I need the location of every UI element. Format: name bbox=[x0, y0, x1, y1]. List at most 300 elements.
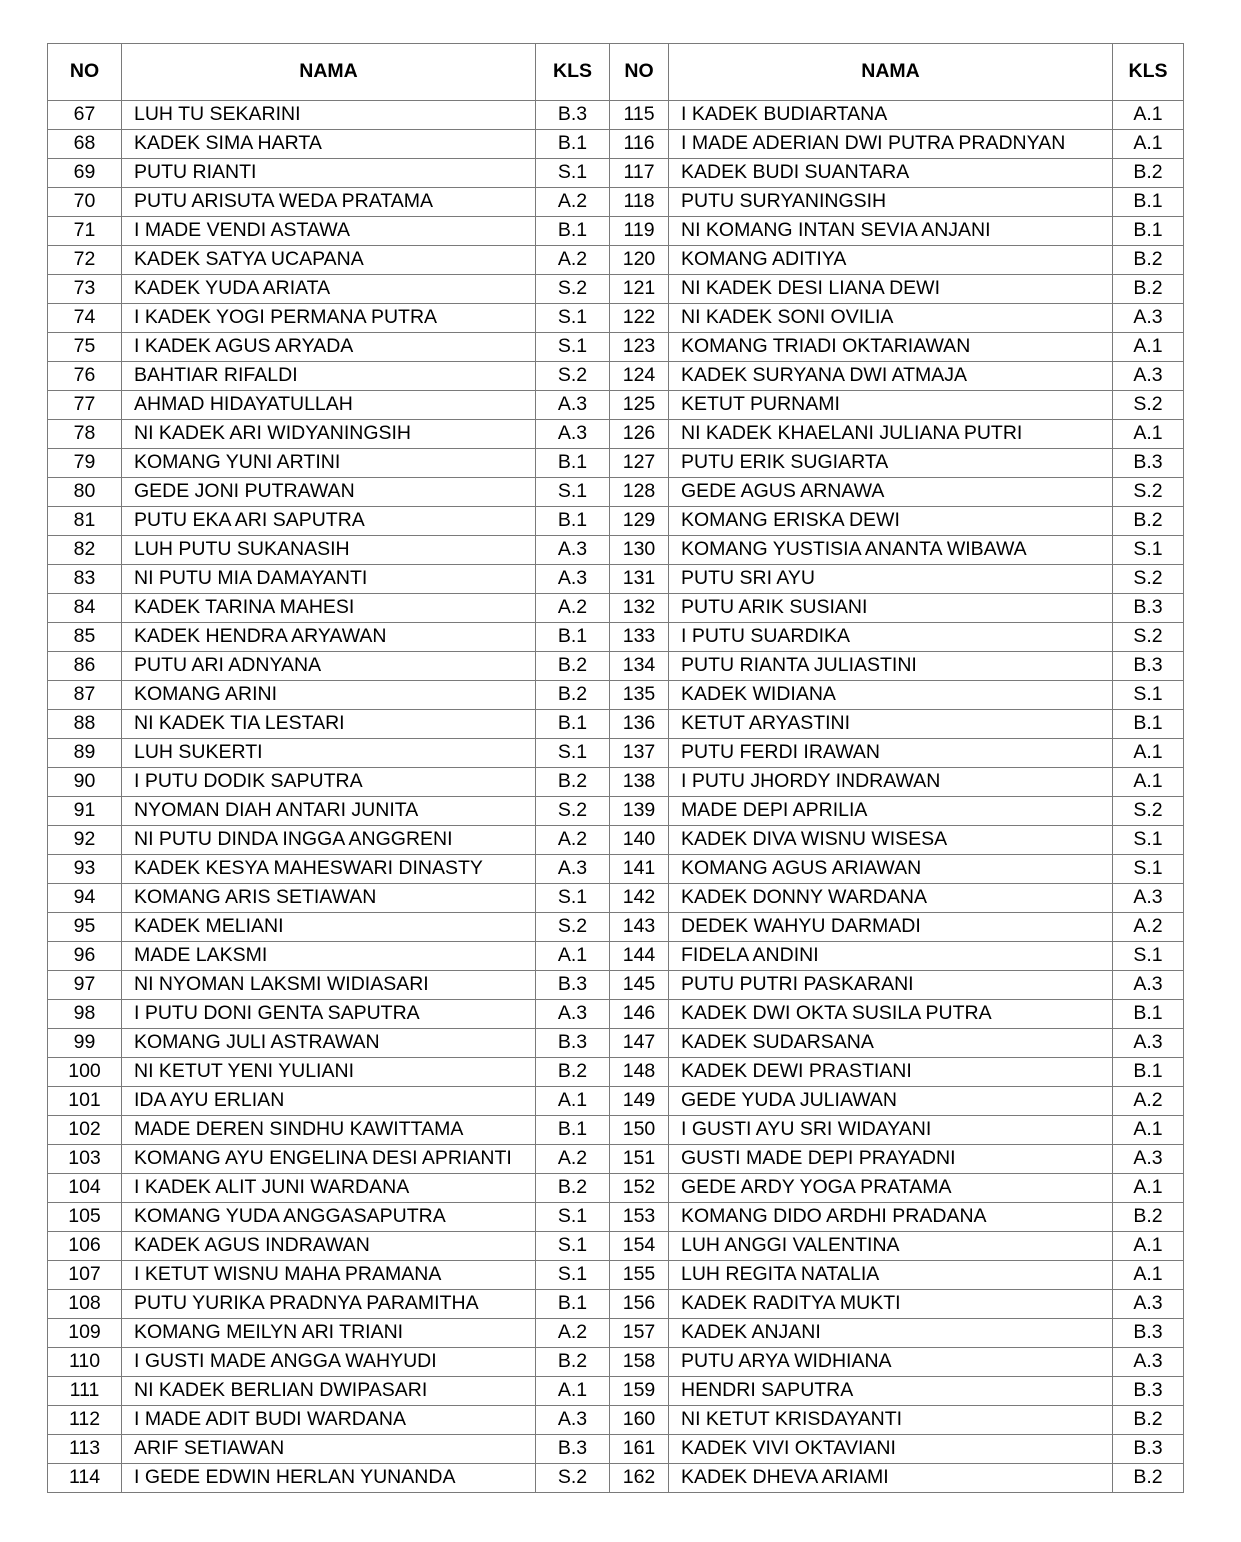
left-kls-cell: A.2 bbox=[536, 246, 610, 275]
right-kls-cell: A.3 bbox=[1113, 971, 1184, 1000]
left-kls-cell: S.2 bbox=[536, 913, 610, 942]
right-nama-cell: KOMANG DIDO ARDHI PRADANA bbox=[669, 1203, 1113, 1232]
left-nama-cell: I GUSTI MADE ANGGA WAHYUDI bbox=[122, 1348, 536, 1377]
left-nama-cell: NI NYOMAN LAKSMI WIDIASARI bbox=[122, 971, 536, 1000]
right-kls-cell: A.3 bbox=[1113, 1029, 1184, 1058]
right-kls-cell: A.2 bbox=[1113, 1087, 1184, 1116]
right-nama-cell: I MADE ADERIAN DWI PUTRA PRADNYAN bbox=[669, 130, 1113, 159]
left-kls-cell: B.1 bbox=[536, 710, 610, 739]
left-no-cell: 112 bbox=[48, 1406, 122, 1435]
header-nama-left: NAMA bbox=[122, 44, 536, 101]
left-no-cell: 88 bbox=[48, 710, 122, 739]
table-row bbox=[48, 1116, 1184, 1145]
table-body bbox=[48, 101, 1184, 1493]
table-row bbox=[48, 449, 1184, 478]
table-row bbox=[48, 1000, 1184, 1029]
right-kls-cell: B.1 bbox=[1113, 1058, 1184, 1087]
left-nama-cell: LUH PUTU SUKANASIH bbox=[122, 536, 536, 565]
right-no-cell: 128 bbox=[610, 478, 669, 507]
table-row bbox=[48, 1058, 1184, 1087]
left-nama-cell: KOMANG YUNI ARTINI bbox=[122, 449, 536, 478]
right-no-cell: 123 bbox=[610, 333, 669, 362]
table-row bbox=[48, 1406, 1184, 1435]
right-nama-cell: PUTU PUTRI PASKARANI bbox=[669, 971, 1113, 1000]
right-nama-cell: PUTU RIANTA JULIASTINI bbox=[669, 652, 1113, 681]
left-no-cell: 96 bbox=[48, 942, 122, 971]
left-nama-cell: NI KADEK TIA LESTARI bbox=[122, 710, 536, 739]
right-nama-cell: PUTU ERIK SUGIARTA bbox=[669, 449, 1113, 478]
table-row bbox=[48, 623, 1184, 652]
left-kls-cell: S.1 bbox=[536, 1261, 610, 1290]
left-no-cell: 79 bbox=[48, 449, 122, 478]
left-no-cell: 85 bbox=[48, 623, 122, 652]
right-no-cell: 151 bbox=[610, 1145, 669, 1174]
table-row bbox=[48, 507, 1184, 536]
right-kls-cell: B.2 bbox=[1113, 1406, 1184, 1435]
left-nama-cell: NI PUTU DINDA INGGA ANGGRENI bbox=[122, 826, 536, 855]
left-no-cell: 69 bbox=[48, 159, 122, 188]
right-no-cell: 146 bbox=[610, 1000, 669, 1029]
left-nama-cell: I MADE VENDI ASTAWA bbox=[122, 217, 536, 246]
right-kls-cell: A.3 bbox=[1113, 1290, 1184, 1319]
left-no-cell: 94 bbox=[48, 884, 122, 913]
left-no-cell: 106 bbox=[48, 1232, 122, 1261]
left-no-cell: 113 bbox=[48, 1435, 122, 1464]
left-no-cell: 71 bbox=[48, 217, 122, 246]
left-no-cell: 105 bbox=[48, 1203, 122, 1232]
table-row bbox=[48, 768, 1184, 797]
table-row bbox=[48, 130, 1184, 159]
right-nama-cell: KOMANG YUSTISIA ANANTA WIBAWA bbox=[669, 536, 1113, 565]
right-nama-cell: KADEK DONNY WARDANA bbox=[669, 884, 1113, 913]
right-no-cell: 157 bbox=[610, 1319, 669, 1348]
right-kls-cell: B.2 bbox=[1113, 159, 1184, 188]
right-no-cell: 148 bbox=[610, 1058, 669, 1087]
left-kls-cell: S.1 bbox=[536, 1232, 610, 1261]
right-nama-cell: KADEK WIDIANA bbox=[669, 681, 1113, 710]
table-row bbox=[48, 1319, 1184, 1348]
left-nama-cell: NI KADEK BERLIAN DWIPASARI bbox=[122, 1377, 536, 1406]
right-kls-cell: B.3 bbox=[1113, 1377, 1184, 1406]
right-no-cell: 145 bbox=[610, 971, 669, 1000]
right-nama-cell: I GUSTI AYU SRI WIDAYANI bbox=[669, 1116, 1113, 1145]
right-nama-cell: GEDE YUDA JULIAWAN bbox=[669, 1087, 1113, 1116]
right-kls-cell: B.3 bbox=[1113, 1319, 1184, 1348]
left-nama-cell: KOMANG ARIS SETIAWAN bbox=[122, 884, 536, 913]
right-no-cell: 122 bbox=[610, 304, 669, 333]
right-nama-cell: KADEK BUDI SUANTARA bbox=[669, 159, 1113, 188]
table-row bbox=[48, 246, 1184, 275]
header-no-left: NO bbox=[48, 44, 122, 101]
right-no-cell: 149 bbox=[610, 1087, 669, 1116]
right-nama-cell: NI KADEK DESI LIANA DEWI bbox=[669, 275, 1113, 304]
right-nama-cell: NI KETUT KRISDAYANTI bbox=[669, 1406, 1113, 1435]
left-nama-cell: KOMANG MEILYN ARI TRIANI bbox=[122, 1319, 536, 1348]
right-kls-cell: A.1 bbox=[1113, 1261, 1184, 1290]
left-no-cell: 77 bbox=[48, 391, 122, 420]
table-row bbox=[48, 217, 1184, 246]
right-no-cell: 138 bbox=[610, 768, 669, 797]
table-row bbox=[48, 1464, 1184, 1493]
right-kls-cell: B.2 bbox=[1113, 1464, 1184, 1493]
left-nama-cell: LUH TU SEKARINI bbox=[122, 101, 536, 130]
right-kls-cell: B.3 bbox=[1113, 594, 1184, 623]
table-row bbox=[48, 1087, 1184, 1116]
left-kls-cell: A.1 bbox=[536, 1087, 610, 1116]
left-no-cell: 108 bbox=[48, 1290, 122, 1319]
left-no-cell: 80 bbox=[48, 478, 122, 507]
left-kls-cell: B.1 bbox=[536, 623, 610, 652]
right-no-cell: 154 bbox=[610, 1232, 669, 1261]
right-no-cell: 116 bbox=[610, 130, 669, 159]
left-kls-cell: S.1 bbox=[536, 739, 610, 768]
right-kls-cell: S.2 bbox=[1113, 623, 1184, 652]
right-no-cell: 159 bbox=[610, 1377, 669, 1406]
right-nama-cell: LUH REGITA NATALIA bbox=[669, 1261, 1113, 1290]
left-kls-cell: A.3 bbox=[536, 391, 610, 420]
table-row bbox=[48, 101, 1184, 130]
table-row bbox=[48, 1261, 1184, 1290]
left-kls-cell: A.2 bbox=[536, 594, 610, 623]
left-no-cell: 101 bbox=[48, 1087, 122, 1116]
right-no-cell: 129 bbox=[610, 507, 669, 536]
left-no-cell: 93 bbox=[48, 855, 122, 884]
right-nama-cell: KADEK SURYANA DWI ATMAJA bbox=[669, 362, 1113, 391]
right-kls-cell: A.1 bbox=[1113, 420, 1184, 449]
left-no-cell: 102 bbox=[48, 1116, 122, 1145]
right-nama-cell: KETUT ARYASTINI bbox=[669, 710, 1113, 739]
left-no-cell: 74 bbox=[48, 304, 122, 333]
right-no-cell: 125 bbox=[610, 391, 669, 420]
header-no-right: NO bbox=[610, 44, 669, 101]
table-row bbox=[48, 275, 1184, 304]
left-nama-cell: NI PUTU MIA DAMAYANTI bbox=[122, 565, 536, 594]
left-nama-cell: KADEK YUDA ARIATA bbox=[122, 275, 536, 304]
table-row bbox=[48, 420, 1184, 449]
left-nama-cell: NI KADEK ARI WIDYANINGSIH bbox=[122, 420, 536, 449]
left-no-cell: 89 bbox=[48, 739, 122, 768]
left-nama-cell: PUTU EKA ARI SAPUTRA bbox=[122, 507, 536, 536]
table-row bbox=[48, 1232, 1184, 1261]
left-no-cell: 72 bbox=[48, 246, 122, 275]
left-no-cell: 68 bbox=[48, 130, 122, 159]
right-no-cell: 143 bbox=[610, 913, 669, 942]
table-row bbox=[48, 1435, 1184, 1464]
left-nama-cell: NI KETUT YENI YULIANI bbox=[122, 1058, 536, 1087]
left-no-cell: 103 bbox=[48, 1145, 122, 1174]
left-kls-cell: S.1 bbox=[536, 333, 610, 362]
left-no-cell: 92 bbox=[48, 826, 122, 855]
right-kls-cell: A.3 bbox=[1113, 304, 1184, 333]
right-nama-cell: KADEK ANJANI bbox=[669, 1319, 1113, 1348]
left-no-cell: 98 bbox=[48, 1000, 122, 1029]
right-nama-cell: DEDEK WAHYU DARMADI bbox=[669, 913, 1113, 942]
left-no-cell: 87 bbox=[48, 681, 122, 710]
table-row bbox=[48, 942, 1184, 971]
left-no-cell: 73 bbox=[48, 275, 122, 304]
left-kls-cell: B.2 bbox=[536, 681, 610, 710]
table-row bbox=[48, 1174, 1184, 1203]
left-nama-cell: PUTU RIANTI bbox=[122, 159, 536, 188]
table-row bbox=[48, 739, 1184, 768]
table-row bbox=[48, 333, 1184, 362]
right-kls-cell: S.2 bbox=[1113, 391, 1184, 420]
table-row bbox=[48, 391, 1184, 420]
right-nama-cell: I PUTU JHORDY INDRAWAN bbox=[669, 768, 1113, 797]
right-nama-cell: KADEK DWI OKTA SUSILA PUTRA bbox=[669, 1000, 1113, 1029]
left-no-cell: 90 bbox=[48, 768, 122, 797]
right-no-cell: 135 bbox=[610, 681, 669, 710]
right-no-cell: 147 bbox=[610, 1029, 669, 1058]
right-kls-cell: B.2 bbox=[1113, 246, 1184, 275]
left-kls-cell: B.3 bbox=[536, 1029, 610, 1058]
table-row bbox=[48, 710, 1184, 739]
right-kls-cell: S.2 bbox=[1113, 565, 1184, 594]
right-kls-cell: B.1 bbox=[1113, 188, 1184, 217]
left-kls-cell: S.1 bbox=[536, 1203, 610, 1232]
left-no-cell: 95 bbox=[48, 913, 122, 942]
left-no-cell: 111 bbox=[48, 1377, 122, 1406]
right-no-cell: 144 bbox=[610, 942, 669, 971]
table-row bbox=[48, 681, 1184, 710]
right-nama-cell: GUSTI MADE DEPI PRAYADNI bbox=[669, 1145, 1113, 1174]
left-kls-cell: A.3 bbox=[536, 536, 610, 565]
left-no-cell: 75 bbox=[48, 333, 122, 362]
right-nama-cell: KETUT PURNAMI bbox=[669, 391, 1113, 420]
right-nama-cell: I KADEK BUDIARTANA bbox=[669, 101, 1113, 130]
left-nama-cell: ARIF SETIAWAN bbox=[122, 1435, 536, 1464]
right-kls-cell: B.2 bbox=[1113, 275, 1184, 304]
right-kls-cell: A.1 bbox=[1113, 333, 1184, 362]
left-nama-cell: PUTU ARI ADNYANA bbox=[122, 652, 536, 681]
table-row bbox=[48, 159, 1184, 188]
right-kls-cell: S.1 bbox=[1113, 855, 1184, 884]
left-no-cell: 107 bbox=[48, 1261, 122, 1290]
right-kls-cell: S.1 bbox=[1113, 681, 1184, 710]
right-no-cell: 160 bbox=[610, 1406, 669, 1435]
left-nama-cell: I PUTU DONI GENTA SAPUTRA bbox=[122, 1000, 536, 1029]
right-no-cell: 161 bbox=[610, 1435, 669, 1464]
right-nama-cell: FIDELA ANDINI bbox=[669, 942, 1113, 971]
left-nama-cell: MADE DEREN SINDHU KAWITTAMA bbox=[122, 1116, 536, 1145]
left-nama-cell: KADEK SATYA UCAPANA bbox=[122, 246, 536, 275]
left-nama-cell: LUH SUKERTI bbox=[122, 739, 536, 768]
left-no-cell: 109 bbox=[48, 1319, 122, 1348]
left-nama-cell: PUTU ARISUTA WEDA PRATAMA bbox=[122, 188, 536, 217]
left-no-cell: 86 bbox=[48, 652, 122, 681]
right-nama-cell: KOMANG ERISKA DEWI bbox=[669, 507, 1113, 536]
left-kls-cell: S.1 bbox=[536, 884, 610, 913]
left-kls-cell: B.2 bbox=[536, 1348, 610, 1377]
right-kls-cell: A.2 bbox=[1113, 913, 1184, 942]
right-no-cell: 150 bbox=[610, 1116, 669, 1145]
right-kls-cell: S.1 bbox=[1113, 942, 1184, 971]
header-kls-left: KLS bbox=[536, 44, 610, 101]
right-nama-cell: GEDE ARDY YOGA PRATAMA bbox=[669, 1174, 1113, 1203]
right-nama-cell: PUTU SURYANINGSIH bbox=[669, 188, 1113, 217]
left-no-cell: 84 bbox=[48, 594, 122, 623]
right-no-cell: 136 bbox=[610, 710, 669, 739]
table-row bbox=[48, 1145, 1184, 1174]
right-kls-cell: A.3 bbox=[1113, 1145, 1184, 1174]
right-no-cell: 133 bbox=[610, 623, 669, 652]
left-kls-cell: B.2 bbox=[536, 1058, 610, 1087]
left-kls-cell: B.2 bbox=[536, 1174, 610, 1203]
right-nama-cell: LUH ANGGI VALENTINA bbox=[669, 1232, 1113, 1261]
right-no-cell: 132 bbox=[610, 594, 669, 623]
right-no-cell: 126 bbox=[610, 420, 669, 449]
right-no-cell: 158 bbox=[610, 1348, 669, 1377]
right-no-cell: 139 bbox=[610, 797, 669, 826]
left-no-cell: 104 bbox=[48, 1174, 122, 1203]
left-nama-cell: KADEK MELIANI bbox=[122, 913, 536, 942]
left-nama-cell: I KADEK ALIT JUNI WARDANA bbox=[122, 1174, 536, 1203]
right-nama-cell: PUTU ARYA WIDHIANA bbox=[669, 1348, 1113, 1377]
left-kls-cell: B.2 bbox=[536, 652, 610, 681]
left-nama-cell: I KADEK AGUS ARYADA bbox=[122, 333, 536, 362]
table-header bbox=[48, 44, 1184, 101]
left-kls-cell: S.2 bbox=[536, 362, 610, 391]
right-nama-cell: PUTU ARIK SUSIANI bbox=[669, 594, 1113, 623]
left-nama-cell: NYOMAN DIAH ANTARI JUNITA bbox=[122, 797, 536, 826]
right-nama-cell: NI KOMANG INTAN SEVIA ANJANI bbox=[669, 217, 1113, 246]
left-nama-cell: KADEK KESYA MAHESWARI DINASTY bbox=[122, 855, 536, 884]
left-no-cell: 70 bbox=[48, 188, 122, 217]
right-no-cell: 141 bbox=[610, 855, 669, 884]
left-kls-cell: S.1 bbox=[536, 478, 610, 507]
left-nama-cell: KADEK AGUS INDRAWAN bbox=[122, 1232, 536, 1261]
right-kls-cell: A.1 bbox=[1113, 768, 1184, 797]
right-nama-cell: NI KADEK KHAELANI JULIANA PUTRI bbox=[669, 420, 1113, 449]
right-kls-cell: A.1 bbox=[1113, 1116, 1184, 1145]
table-row bbox=[48, 304, 1184, 333]
right-kls-cell: B.3 bbox=[1113, 1435, 1184, 1464]
left-kls-cell: A.3 bbox=[536, 420, 610, 449]
right-nama-cell: KADEK DEWI PRASTIANI bbox=[669, 1058, 1113, 1087]
right-kls-cell: B.1 bbox=[1113, 217, 1184, 246]
left-no-cell: 114 bbox=[48, 1464, 122, 1493]
right-kls-cell: A.3 bbox=[1113, 1348, 1184, 1377]
right-nama-cell: KADEK VIVI OKTAVIANI bbox=[669, 1435, 1113, 1464]
left-no-cell: 81 bbox=[48, 507, 122, 536]
right-no-cell: 115 bbox=[610, 101, 669, 130]
left-kls-cell: A.2 bbox=[536, 188, 610, 217]
left-nama-cell: I PUTU DODIK SAPUTRA bbox=[122, 768, 536, 797]
table-row bbox=[48, 826, 1184, 855]
table-row bbox=[48, 1348, 1184, 1377]
right-nama-cell: KOMANG ADITIYA bbox=[669, 246, 1113, 275]
left-nama-cell: KADEK TARINA MAHESI bbox=[122, 594, 536, 623]
left-nama-cell: I GEDE EDWIN HERLAN YUNANDA bbox=[122, 1464, 536, 1493]
right-kls-cell: A.3 bbox=[1113, 362, 1184, 391]
right-no-cell: 119 bbox=[610, 217, 669, 246]
left-kls-cell: A.3 bbox=[536, 1000, 610, 1029]
right-no-cell: 118 bbox=[610, 188, 669, 217]
table-row bbox=[48, 1290, 1184, 1319]
left-nama-cell: I MADE ADIT BUDI WARDANA bbox=[122, 1406, 536, 1435]
left-kls-cell: A.1 bbox=[536, 1377, 610, 1406]
right-kls-cell: S.1 bbox=[1113, 826, 1184, 855]
right-kls-cell: B.2 bbox=[1113, 1203, 1184, 1232]
table-row bbox=[48, 362, 1184, 391]
left-no-cell: 82 bbox=[48, 536, 122, 565]
left-kls-cell: B.2 bbox=[536, 768, 610, 797]
left-no-cell: 76 bbox=[48, 362, 122, 391]
left-nama-cell: BAHTIAR RIFALDI bbox=[122, 362, 536, 391]
right-nama-cell: KOMANG TRIADI OKTARIAWAN bbox=[669, 333, 1113, 362]
left-kls-cell: A.1 bbox=[536, 942, 610, 971]
student-roster-table bbox=[47, 43, 1184, 1493]
left-nama-cell: KOMANG AYU ENGELINA DESI APRIANTI bbox=[122, 1145, 536, 1174]
right-kls-cell: S.2 bbox=[1113, 478, 1184, 507]
table-row bbox=[48, 652, 1184, 681]
left-nama-cell: I KADEK YOGI PERMANA PUTRA bbox=[122, 304, 536, 333]
table-row bbox=[48, 188, 1184, 217]
right-kls-cell: A.1 bbox=[1113, 130, 1184, 159]
table-row bbox=[48, 536, 1184, 565]
left-kls-cell: S.2 bbox=[536, 1464, 610, 1493]
right-nama-cell: PUTU FERDI IRAWAN bbox=[669, 739, 1113, 768]
right-no-cell: 142 bbox=[610, 884, 669, 913]
right-nama-cell: GEDE AGUS ARNAWA bbox=[669, 478, 1113, 507]
left-kls-cell: B.1 bbox=[536, 217, 610, 246]
table-row bbox=[48, 565, 1184, 594]
right-nama-cell: NI KADEK SONI OVILIA bbox=[669, 304, 1113, 333]
right-nama-cell: KADEK SUDARSANA bbox=[669, 1029, 1113, 1058]
right-no-cell: 137 bbox=[610, 739, 669, 768]
left-kls-cell: B.1 bbox=[536, 1290, 610, 1319]
left-kls-cell: S.2 bbox=[536, 275, 610, 304]
right-kls-cell: B.3 bbox=[1113, 449, 1184, 478]
right-no-cell: 152 bbox=[610, 1174, 669, 1203]
header-kls-right: KLS bbox=[1113, 44, 1184, 101]
right-nama-cell: HENDRI SAPUTRA bbox=[669, 1377, 1113, 1406]
left-kls-cell: A.2 bbox=[536, 1145, 610, 1174]
left-kls-cell: S.1 bbox=[536, 159, 610, 188]
right-no-cell: 153 bbox=[610, 1203, 669, 1232]
left-nama-cell: KADEK HENDRA ARYAWAN bbox=[122, 623, 536, 652]
left-nama-cell: KOMANG ARINI bbox=[122, 681, 536, 710]
right-kls-cell: B.1 bbox=[1113, 710, 1184, 739]
right-kls-cell: B.2 bbox=[1113, 507, 1184, 536]
table-row bbox=[48, 1377, 1184, 1406]
left-kls-cell: A.3 bbox=[536, 855, 610, 884]
right-nama-cell: MADE DEPI APRILIA bbox=[669, 797, 1113, 826]
right-kls-cell: S.1 bbox=[1113, 536, 1184, 565]
left-kls-cell: B.1 bbox=[536, 130, 610, 159]
right-no-cell: 131 bbox=[610, 565, 669, 594]
right-nama-cell: KOMANG AGUS ARIAWAN bbox=[669, 855, 1113, 884]
left-no-cell: 97 bbox=[48, 971, 122, 1000]
right-kls-cell: A.1 bbox=[1113, 101, 1184, 130]
left-kls-cell: A.2 bbox=[536, 826, 610, 855]
left-nama-cell: I KETUT WISNU MAHA PRAMANA bbox=[122, 1261, 536, 1290]
right-kls-cell: B.1 bbox=[1113, 1000, 1184, 1029]
header-row bbox=[48, 44, 1184, 101]
right-nama-cell: I PUTU SUARDIKA bbox=[669, 623, 1113, 652]
table-row bbox=[48, 884, 1184, 913]
left-no-cell: 110 bbox=[48, 1348, 122, 1377]
right-kls-cell: S.2 bbox=[1113, 797, 1184, 826]
table-row bbox=[48, 478, 1184, 507]
right-nama-cell: KADEK DHEVA ARIAMI bbox=[669, 1464, 1113, 1493]
right-no-cell: 117 bbox=[610, 159, 669, 188]
left-no-cell: 83 bbox=[48, 565, 122, 594]
right-kls-cell: A.1 bbox=[1113, 739, 1184, 768]
left-no-cell: 78 bbox=[48, 420, 122, 449]
right-no-cell: 155 bbox=[610, 1261, 669, 1290]
left-no-cell: 100 bbox=[48, 1058, 122, 1087]
